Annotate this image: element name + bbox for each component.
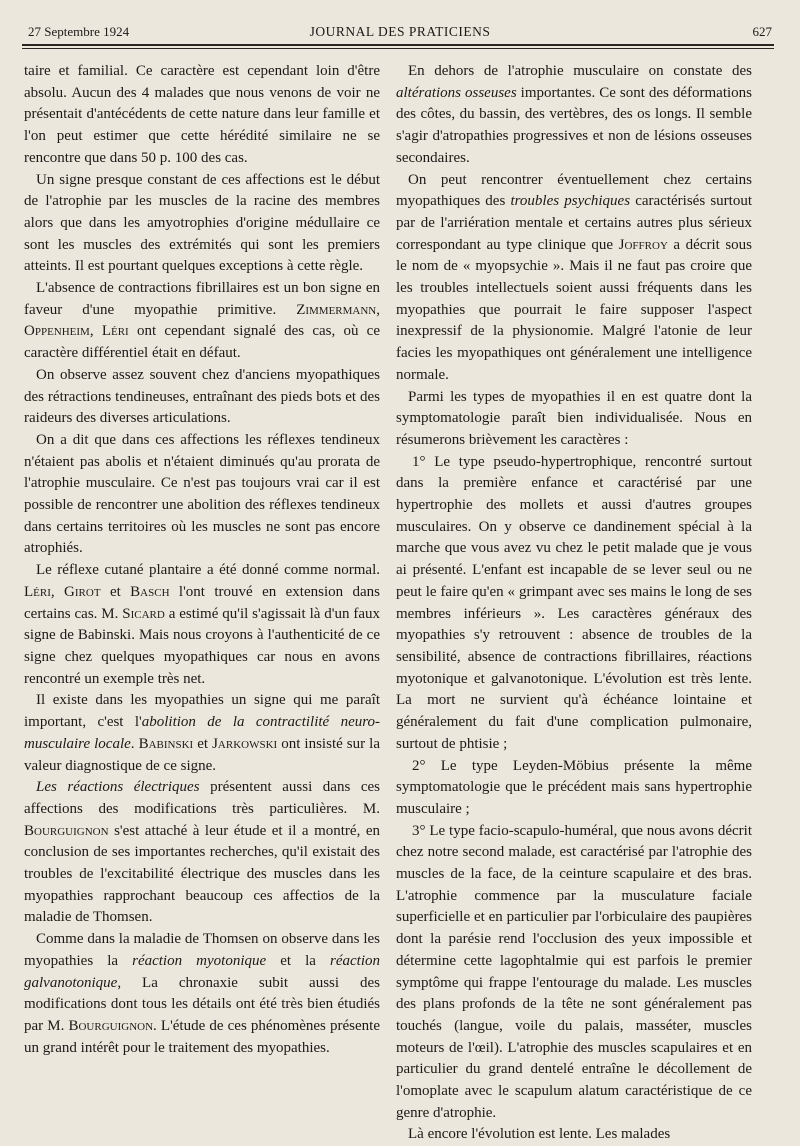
text-run: ont cependant signalé des cas, où ce caractère différentiel était en défaut. — [24, 323, 380, 362]
right-column — [396, 61, 752, 1143]
italic-term: abolition de la contractilité neuro-musculaire locale — [24, 714, 380, 752]
text-run: et — [100, 583, 131, 600]
text-run: On peut rencontrer éventuellement chez certains myopathiques des — [396, 171, 752, 210]
italic-term: réaction galvanotonique — [24, 952, 380, 991]
text-run: , La chronaxie subit aussi des modifications dont tous les détails ont été très bien étudiés par M. — [24, 974, 380, 1034]
header-date: 27 Septembre 1924 — [28, 24, 130, 39]
text-run: , — [50, 583, 65, 600]
italic-term: Les réactions électriques — [36, 779, 200, 796]
text-run: Comme dans la maladie de Thomsen on observe dans les myopathies la — [24, 931, 380, 969]
text-run: l'ont trouvé en extension dans certains cas. M. — [24, 583, 381, 622]
text-run: et — [193, 735, 213, 752]
italic-term: altérations osseuses — [396, 84, 517, 101]
paragraph — [24, 929, 380, 1059]
text-run: En dehors de l'atrophie musculaire on constate des — [408, 63, 752, 79]
paragraph — [24, 278, 380, 365]
paragraph — [396, 452, 752, 756]
author-name: Bourguignon — [24, 822, 109, 839]
text-run: taire et familial. Ce caractère est cependant loin d'être absolu. Aucun des 4 malades que nous venons de voir ne présentait d'antécédents de cette nature dans leur famille et l'on peut estimer que cette hérédité similaire ne se rencontre que dans 50 p. 100 des cas. — [24, 63, 380, 166]
text-run: a estimé qu'il s'agissait là d'un faux signe de Babinski. Mais nous croyons à l'authenticité de ce signe chez quelques myopathiques car nous en avons rencontré un exemple très net. — [24, 605, 380, 687]
text-run: et la — [266, 952, 330, 969]
author-name: Oppenheim — [24, 323, 90, 340]
text-run: Un signe presque constant de ces affections est le début de l'atrophie par les muscles de la racine des membres alors que dans les amyotrophies d'origine médullaire ce sont les muscles des extrémités qui sont les premiers atteints. Il est pourtant quelques exceptions à cette règle. — [24, 171, 380, 275]
paragraph — [24, 365, 380, 430]
author-name: Bourguignon — [68, 1017, 154, 1034]
paragraph — [24, 560, 380, 690]
text-run: ont insisté sur la valeur diagnostique de ce signe. — [24, 735, 380, 774]
text-run: . L'étude de ces phénomènes présente un grand intérêt pour le traitement des myopathies. — [24, 1017, 380, 1056]
text-run: Il existe dans les myopathies un signe qui me paraît important, c'est l' — [24, 692, 380, 731]
author-name: Girot — [64, 583, 101, 600]
paragraph — [24, 690, 380, 777]
text-run: s'est attaché à leur étude et il a montré, en conclusion de ses importantes recherches, qu'il existait des troubles de l'excitabilité électrique des muscles dans les myopathies rapprochant beaucoup ces affectios de la maladie de Thomsen. — [24, 822, 380, 926]
text-run: 1° Le type pseudo-hypertrophique, rencontré surtout dans la première enfance et caractérisé par une hypertrophie des mollets et aussi d'autres groupes musculaires. On y observe ce dandinement spécial à la marche que vous avez vu chez le petit malade que je vous ai présenté. L'enfant est incapable de se lever seul ou ne peut le faire qu'en « grimpant avec ses mains le long de ses membres inférieurs ». Les caractères généraux des myopathies s'y retrouvent : absence de troubles de la sensibilité, absence de contractions fibrillaires, réactions myotonique et galvanotonique. L'évolution est très lente. La mort ne survient qu'à échéance lointaine et généralement du fait d'une complication pulmonaire, surtout de phtisie ; — [396, 453, 752, 752]
text-run: On observe assez souvent chez d'anciens myopathiques des rétractions tendineuses, entraînant des pieds bots et des raideurs des diverses articulations. — [24, 366, 380, 427]
author-name: Babinski — [138, 735, 194, 752]
author-name: Basch — [130, 583, 170, 600]
author-name: Sicard — [122, 605, 165, 622]
text-run: On a dit que dans ces affections les réflexes tendineux n'étaient pas abolis et n'étaient diminués qu'au prorata de l'atrophie musculaire. Ce n'est pas toujours vrai car il est possible de rencontrer une abolition des réflexes tendineux dans certains territoires où les muscles ne sont pas encore atrophiés. — [24, 431, 380, 557]
left-column — [24, 61, 381, 1056]
header-rule-thin — [22, 48, 774, 49]
paragraph — [24, 777, 380, 929]
text-run: caractérisés surtout par de l'arriération mentale et certains autres plus sérieux correspondant au type clinique que — [396, 193, 752, 253]
author-name: Léri — [101, 323, 129, 340]
author-name: Joffroy — [618, 236, 668, 253]
paragraph — [396, 61, 752, 170]
author-name: Jarkowski — [212, 735, 278, 752]
paragraph — [396, 387, 752, 452]
paragraph — [396, 756, 752, 821]
author-name: Zimmermann — [296, 301, 377, 318]
paragraph — [396, 170, 752, 387]
header-rule — [22, 44, 774, 46]
text-run: . — [130, 735, 139, 752]
italic-term: troubles psychiques — [510, 193, 631, 210]
text-run: a décrit sous le nom de « myopsychie ». Mais il ne faut pas croire que les troubles intellectuels soient aussi fréquents dans les myopathies que pourrait le faire supposer l'aspect inexpressif de la physionomie. Malgré l'atonie de leur facies les myopathiques ont généralement une intelligence normale. — [396, 236, 752, 383]
paragraph — [24, 61, 380, 170]
running-header — [28, 20, 772, 44]
text-run: Le réflexe cutané plantaire a été donné comme normal. — [36, 562, 380, 579]
page-number: 627 — [752, 24, 772, 39]
paragraph — [24, 430, 380, 560]
italic-term: réaction myotonique — [132, 952, 267, 969]
author-name: Léri — [24, 583, 51, 600]
text-run: L'absence de contractions fibrillaires est un bon signe en faveur d'une myopathie primitive. — [24, 280, 380, 318]
text-run: 2° Le type Leyden-Möbius présente la même symptomatologie que le précédent mais sans hypertrophie musculaire ; — [396, 757, 752, 817]
text-run: , — [376, 301, 380, 318]
text-run: importantes. Ce sont des déformations des côtes, du bassin, des vertèbres, des os longs. Il semble s'agir d'atropathies progressives et non de lésions osseuses secondaires. — [396, 84, 752, 166]
text-run: Parmi les types de myopathies il en est quatre dont la symptomatologie paraît bien individualisée. Nous en résumerons brièvement les caractères : — [396, 388, 752, 448]
text-run: présentent aussi dans ces affections des modifications très particulières. M. — [24, 779, 380, 817]
text-run: Là encore l'évolution est lente. Les malades — [408, 1126, 671, 1143]
paragraph — [396, 1124, 752, 1146]
journal-title: JOURNAL DES PRATICIENS — [309, 24, 491, 39]
paragraph — [396, 821, 752, 1125]
paragraph — [24, 170, 380, 279]
text-run: 3° Le type facio-scapulo-huméral, que nous avons décrit chez notre second malade, est caractérisé par l'atrophie des muscles de la face, de la ceinture scapulaire et des bras. L'atrophie commence par la musculature faciale superficielle et en particulier par l'orbiculaire des paupières dont la parésie rend l'occlusion des yeux impossible et détermine cette lagophtalmie qui est parfois le premier symptôme qui frappe l'entourage du malade. Les muscles des plans profonds de la tête ne sont généralement pas touchés (langue, voile du palais, masséter, muscles moteurs de l'œil). L'atrophie des muscles scapulaires et en particulier du grand dentelé entraîne le décollement de l'omoplate avec le scapulum alatum caractéristique de ce genre d'atrophie. — [396, 822, 752, 1121]
text-run: , — [89, 323, 102, 340]
